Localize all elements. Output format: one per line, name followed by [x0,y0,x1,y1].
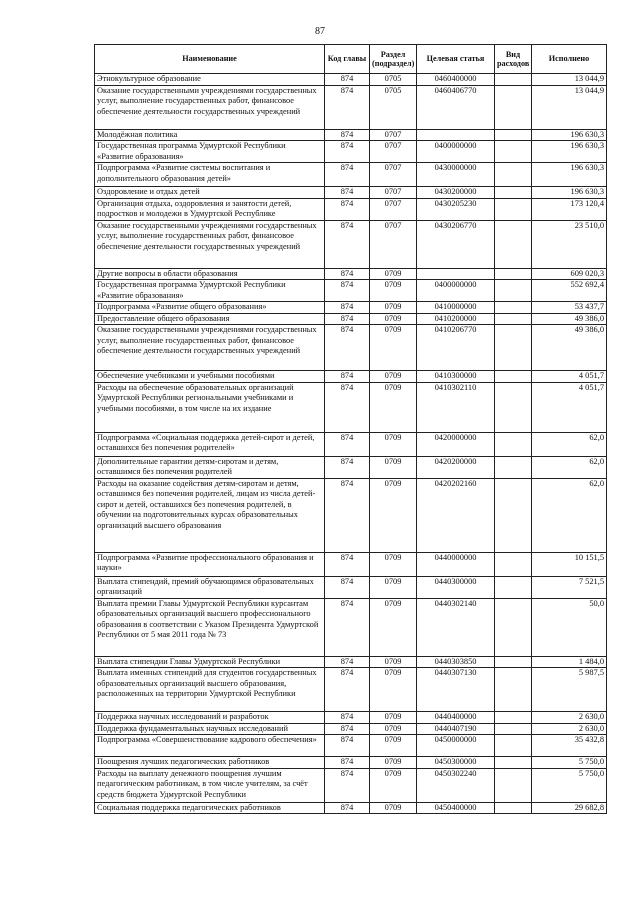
row-name: Государственная программа Удмуртской Республики «Развитие образования» [95,280,325,302]
row-name: Подпрограмма «Развитие системы воспитания и дополнительного образования детей» [95,163,325,187]
row-vid [495,552,532,576]
row-name: Подпрограмма «Развитие общего образования» [95,302,325,314]
table-row [95,198,607,220]
row-razdel: 0709 [370,456,417,478]
row-vid [495,163,532,187]
row-vid [495,280,532,302]
row-vid [495,85,532,129]
row-vid [495,656,532,668]
row-name: Дополнительные гарантии детям-сиротам и детям, оставшимся без попечения родителей [95,456,325,478]
row-ispolneno: 5 750,0 [532,768,607,802]
row-code: 874 [325,198,370,220]
table-row [95,74,607,86]
row-razdel: 0709 [370,768,417,802]
row-celevaya [417,129,495,141]
row-code: 874 [325,280,370,302]
row-code: 874 [325,432,370,456]
row-razdel: 0709 [370,280,417,302]
row-ispolneno: 609 020,3 [532,268,607,280]
row-celevaya: 0440300000 [417,576,495,598]
table-row [95,268,607,280]
row-celevaya: 0450000000 [417,735,495,757]
row-razdel: 0709 [370,313,417,325]
row-name: Оказание государственными учреждениями государственных услуг, выполнение государственных работ, финансовое обеспечение деятельности государственных учреждений [95,85,325,129]
row-celevaya: 0400000000 [417,141,495,163]
row-ispolneno: 2 630,0 [532,712,607,724]
row-vid [495,268,532,280]
row-ispolneno: 50,0 [532,598,607,656]
row-razdel: 0707 [370,163,417,187]
row-razdel: 0709 [370,757,417,769]
table-row [95,220,607,268]
row-celevaya: 0450302240 [417,768,495,802]
row-vid [495,382,532,432]
row-razdel: 0709 [370,802,417,814]
row-code: 874 [325,302,370,314]
row-vid [495,735,532,757]
row-name: Организация отдыха, оздоровления и занятости детей, подростков и молодежи в Удмуртской Республике [95,198,325,220]
row-vid [495,371,532,383]
row-celevaya: 0410300000 [417,371,495,383]
table-row [95,163,607,187]
row-name: Расходы на оказание содействия детям-сиротам и детям, оставшимся без попечения родителей, лицам из числа детей-сирот и детей, оставшихся без попечения родителей, в обучении на подготовительных курсах образовательных организаций высшего образования [95,478,325,552]
table-row [95,552,607,576]
row-vid [495,325,532,371]
row-code: 874 [325,268,370,280]
row-name: Поощрения лучших педагогических работников [95,757,325,769]
row-celevaya: 0430200000 [417,187,495,199]
table-row [95,280,607,302]
row-code: 874 [325,712,370,724]
row-razdel: 0709 [370,371,417,383]
row-razdel: 0709 [370,598,417,656]
row-name: Выплата именных стипендий для студентов государственных образовательных организаций высшего образования, расположенных на территории Удмуртской Республики [95,668,325,712]
row-razdel: 0707 [370,129,417,141]
row-vid [495,478,532,552]
row-celevaya: 0460400000 [417,74,495,86]
row-celevaya: 0430000000 [417,163,495,187]
table-row [95,313,607,325]
row-ispolneno: 196 630,3 [532,141,607,163]
header-ispolneno: Исполнено [532,45,607,74]
row-code: 874 [325,371,370,383]
table-row [95,656,607,668]
row-name: Оздоровление и отдых детей [95,187,325,199]
row-name: Подпрограмма «Развитие профессионального образования и науки» [95,552,325,576]
row-code: 874 [325,656,370,668]
row-vid [495,598,532,656]
table-row [95,129,607,141]
row-razdel: 0707 [370,141,417,163]
row-celevaya: 0430205230 [417,198,495,220]
row-code: 874 [325,313,370,325]
row-name: Социальная поддержка педагогических работников [95,802,325,814]
row-ispolneno: 196 630,3 [532,163,607,187]
row-vid [495,723,532,735]
row-ispolneno: 10 151,5 [532,552,607,576]
row-razdel: 0709 [370,576,417,598]
table-row [95,712,607,724]
row-ispolneno: 23 510,0 [532,220,607,268]
row-name: Выплата стипендий, премий обучающимся образовательных организаций [95,576,325,598]
row-name: Предоставление общего образования [95,313,325,325]
row-vid [495,757,532,769]
row-code: 874 [325,735,370,757]
page-number: 87 [315,26,325,37]
row-celevaya: 0420202160 [417,478,495,552]
row-razdel: 0709 [370,432,417,456]
row-ispolneno: 29 682,8 [532,802,607,814]
row-ispolneno: 173 120,4 [532,198,607,220]
row-celevaya: 0440400000 [417,712,495,724]
row-vid [495,802,532,814]
header-razdel: Раздел (подраздел) [370,45,417,74]
table-row [95,735,607,757]
row-name: Обеспечение учебниками и учебными пособиями [95,371,325,383]
table-row [95,141,607,163]
header-row [95,45,607,74]
row-razdel: 0709 [370,723,417,735]
row-razdel: 0707 [370,187,417,199]
row-code: 874 [325,74,370,86]
row-vid [495,141,532,163]
row-code: 874 [325,668,370,712]
row-celevaya: 0430206770 [417,220,495,268]
row-vid [495,198,532,220]
header-vid: Вид расходов [495,45,532,74]
row-name: Подпрограмма «Социальная поддержка детей-сирот и детей, оставшихся без попечения родителей» [95,432,325,456]
row-name: Этнокультурное образование [95,74,325,86]
budget-table [94,44,607,814]
row-vid [495,187,532,199]
row-name: Другие вопросы в области образования [95,268,325,280]
row-razdel: 0705 [370,85,417,129]
row-vid [495,129,532,141]
row-ispolneno: 2 630,0 [532,723,607,735]
row-celevaya: 0410000000 [417,302,495,314]
row-vid [495,668,532,712]
row-vid [495,313,532,325]
table-row [95,723,607,735]
row-razdel: 0707 [370,198,417,220]
row-ispolneno: 62,0 [532,456,607,478]
row-name: Молодёжная политика [95,129,325,141]
row-ispolneno: 7 521,5 [532,576,607,598]
row-vid [495,74,532,86]
row-name: Оказание государственными учреждениями государственных услуг, выполнение государственных работ, финансовое обеспечение деятельности государственных учреждений [95,325,325,371]
table-row [95,456,607,478]
row-name: Расходы на обеспечение образовательных организаций Удмуртской Республики региональными учебниками и учебными пособиями, в том числе на их издание [95,382,325,432]
row-celevaya: 0450300000 [417,757,495,769]
row-name: Подпрограмма «Совершенствование кадрового обеспечения» [95,735,325,757]
row-ispolneno: 552 692,4 [532,280,607,302]
row-ispolneno: 5 750,0 [532,757,607,769]
row-name: Выплата стипендии Главы Удмуртской Республики [95,656,325,668]
row-ispolneno: 62,0 [532,478,607,552]
row-code: 874 [325,802,370,814]
table-row [95,478,607,552]
table-row [95,802,607,814]
row-vid [495,576,532,598]
row-vid [495,220,532,268]
row-razdel: 0709 [370,382,417,432]
row-celevaya: 0450400000 [417,802,495,814]
row-vid [495,302,532,314]
row-vid [495,768,532,802]
row-code: 874 [325,552,370,576]
row-razdel: 0709 [370,668,417,712]
row-vid [495,432,532,456]
row-name: Расходы на выплату денежного поощрения лучшим педагогическим работникам, в том числе учителям, за счёт средств бюджета Удмуртской Республики [95,768,325,802]
row-ispolneno: 35 432,8 [532,735,607,757]
row-ispolneno: 49 386,0 [532,325,607,371]
table-row [95,768,607,802]
row-ispolneno: 196 630,3 [532,129,607,141]
row-razdel: 0709 [370,656,417,668]
row-name: Государственная программа Удмуртской Республики «Развитие образования» [95,141,325,163]
row-razdel: 0709 [370,302,417,314]
row-razdel: 0707 [370,220,417,268]
row-code: 874 [325,382,370,432]
table-row [95,302,607,314]
row-code: 874 [325,141,370,163]
table-row [95,85,607,129]
row-celevaya: 0440307130 [417,668,495,712]
row-name: Поддержка фундаментальных научных исследований [95,723,325,735]
row-name: Поддержка научных исследований и разработок [95,712,325,724]
row-code: 874 [325,598,370,656]
row-celevaya: 0460406770 [417,85,495,129]
row-ispolneno: 4 051,7 [532,382,607,432]
row-celevaya: 0410200000 [417,313,495,325]
row-ispolneno: 49 386,0 [532,313,607,325]
row-razdel: 0709 [370,478,417,552]
row-razdel: 0705 [370,74,417,86]
row-ispolneno: 53 437,7 [532,302,607,314]
row-code: 874 [325,757,370,769]
row-code: 874 [325,325,370,371]
row-vid [495,712,532,724]
row-code: 874 [325,723,370,735]
row-ispolneno: 13 044,9 [532,74,607,86]
row-ispolneno: 13 044,9 [532,85,607,129]
header-celevaya: Целевая статья [417,45,495,74]
table-row [95,668,607,712]
row-code: 874 [325,187,370,199]
table-row [95,371,607,383]
row-razdel: 0709 [370,735,417,757]
row-ispolneno: 1 484,0 [532,656,607,668]
table-row [95,576,607,598]
row-code: 874 [325,768,370,802]
row-celevaya: 0410302110 [417,382,495,432]
row-razdel: 0709 [370,268,417,280]
row-vid [495,456,532,478]
row-name: Выплата премии Главы Удмуртской Республики курсантам образовательных организаций высшего профессионального образования в соответствии с Указом Президента Удмуртской Республики от 5 мая 2011 года № 73 [95,598,325,656]
row-ispolneno: 4 051,7 [532,371,607,383]
table-row [95,382,607,432]
table-row [95,187,607,199]
table-row [95,598,607,656]
row-celevaya: 0400000000 [417,280,495,302]
row-code: 874 [325,129,370,141]
row-celevaya: 0440407190 [417,723,495,735]
row-ispolneno: 62,0 [532,432,607,456]
row-code: 874 [325,85,370,129]
row-celevaya: 0420000000 [417,432,495,456]
row-razdel: 0709 [370,325,417,371]
row-code: 874 [325,576,370,598]
table-row [95,325,607,371]
row-celevaya: 0420200000 [417,456,495,478]
row-razdel: 0709 [370,552,417,576]
row-code: 874 [325,163,370,187]
table-row [95,757,607,769]
row-celevaya: 0440303850 [417,656,495,668]
header-code: Код главы [325,45,370,74]
row-celevaya: 0440000000 [417,552,495,576]
header-name: Наименование [95,45,325,74]
row-ispolneno: 5 987,5 [532,668,607,712]
row-code: 874 [325,220,370,268]
table-row [95,432,607,456]
row-code: 874 [325,456,370,478]
row-code: 874 [325,478,370,552]
row-name: Оказание государственными учреждениями государственных услуг, выполнение государственных работ, финансовое обеспечение деятельности государственных учреждений [95,220,325,268]
row-ispolneno: 196 630,3 [532,187,607,199]
row-celevaya: 0440302140 [417,598,495,656]
row-celevaya [417,268,495,280]
row-celevaya: 0410206770 [417,325,495,371]
row-razdel: 0709 [370,712,417,724]
